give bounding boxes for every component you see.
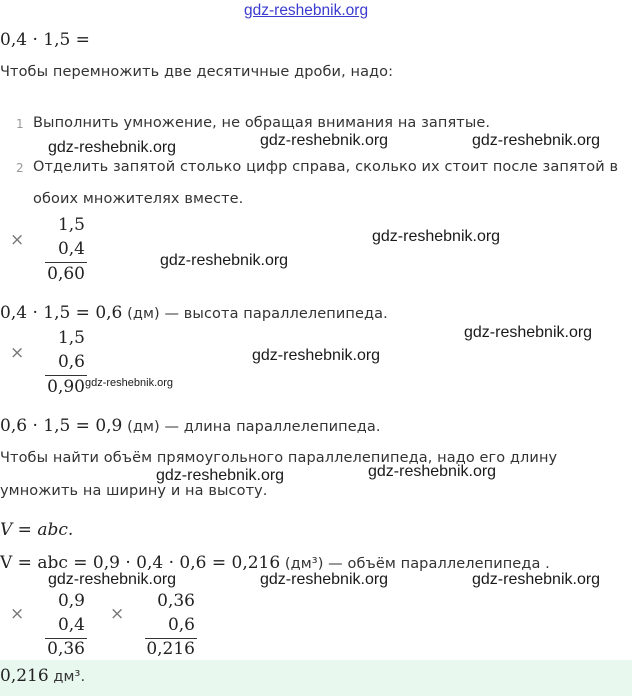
calc4-factor-a: 0,36 <box>157 591 195 611</box>
step-1-number: 1 <box>16 117 24 131</box>
calc3-result: 0,36 <box>47 639 85 659</box>
watermark-small: gdz-reshebnik.org <box>85 377 174 389</box>
volume-line <box>0 553 550 573</box>
volume-rule-line1: Чтобы найти объём прямоугольного параллелепипеда, надо его длину <box>0 450 558 466</box>
calc3-factor-b: 0,4 <box>57 615 85 635</box>
calc1-line <box>45 262 87 263</box>
watermark: gdz-reshebnik.org <box>260 571 389 588</box>
watermark: gdz-reshebnik.org <box>156 467 285 484</box>
answer-box <box>0 660 632 696</box>
watermark: gdz-reshebnik.org <box>472 132 601 149</box>
step-1-text: Выполнить умножение, не обращая внимания на запятые. <box>33 115 491 131</box>
calc1-factor-b: 0,4 <box>57 239 85 259</box>
volume-rule-line2: умножить на ширину и на высоту. <box>0 483 268 499</box>
multiply-sign: × <box>110 604 125 624</box>
calc2-result: 0,90 <box>47 377 85 397</box>
step-2-text-line1: Отделить запятой столько цифр справа, сколько их стоит после запятой в <box>33 159 619 175</box>
volume-caption: (дм³) — объём параллелепипеда . <box>280 556 550 572</box>
watermark: gdz-reshebnik.org <box>160 252 289 269</box>
watermark: gdz-reshebnik.org <box>464 324 593 341</box>
watermark-top: gdz-reshebnik.org <box>244 2 369 19</box>
multiply-sign: × <box>10 604 25 624</box>
answer-value: 0,216 <box>0 666 49 686</box>
intro-expression: 0,4 · 1,5 = <box>0 30 90 50</box>
volume-expression: V = abc = 0,9 · 0,4 · 0,6 = 0,216 <box>0 553 281 573</box>
rule-title: Чтобы перемножить две десятичные дроби, надо: <box>0 64 394 80</box>
height-caption: (дм) — высота параллелепипеда. <box>122 306 388 322</box>
watermark: gdz-reshebnik.org <box>252 347 381 364</box>
calc2-factor-b: 0,6 <box>57 352 85 372</box>
calc4-factor-b: 0,6 <box>167 615 195 635</box>
height-line <box>0 303 388 323</box>
answer-line <box>0 666 85 686</box>
watermark: gdz-reshebnik.org <box>260 132 389 149</box>
calc2-factor-a: 1,5 <box>57 328 85 348</box>
answer-unit: дм³. <box>48 669 86 685</box>
length-line <box>0 416 381 436</box>
multiply-sign: × <box>10 230 25 250</box>
length-expression: 0,6 · 1,5 = 0,9 <box>0 416 123 436</box>
volume-formula: V = abc. <box>0 520 74 540</box>
watermark: gdz-reshebnik.org <box>472 571 601 588</box>
step-2-text-line2: обоих множителях вместе. <box>33 191 244 207</box>
calc3-factor-a: 0,9 <box>57 591 85 611</box>
length-caption: (дм) — длина параллелепипеда. <box>122 419 381 435</box>
calc1-result: 0,60 <box>47 264 85 284</box>
calc1-factor-a: 1,5 <box>57 215 85 235</box>
multiply-sign: × <box>10 343 25 363</box>
watermark: gdz-reshebnik.org <box>368 463 497 480</box>
watermark: gdz-reshebnik.org <box>48 571 177 588</box>
calc2-line <box>45 375 87 376</box>
height-expression: 0,4 · 1,5 = 0,6 <box>0 303 123 323</box>
watermark: gdz-reshebnik.org <box>372 228 501 245</box>
step-2-number: 2 <box>16 161 24 175</box>
calc4-result: 0,216 <box>146 639 195 659</box>
watermark: gdz-reshebnik.org <box>48 139 177 156</box>
